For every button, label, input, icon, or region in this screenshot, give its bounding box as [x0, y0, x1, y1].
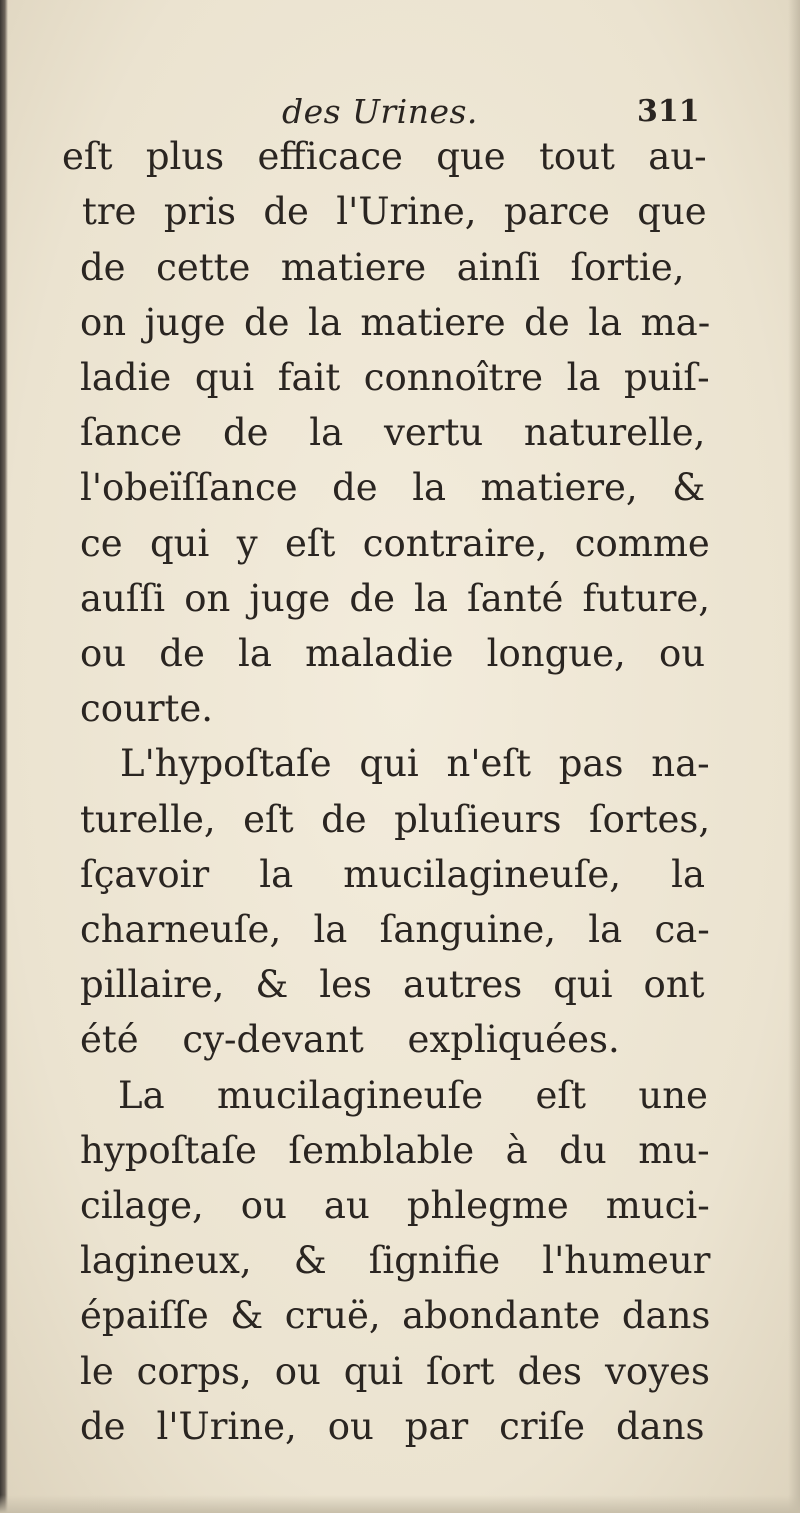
text-line: lagineux, & ſignifie l'humeur: [80, 1239, 711, 1282]
text-line: tre pris de l'Urine, parce que: [82, 190, 707, 233]
text-line: L'hypoſtaſe qui n'eſt pas na-: [120, 742, 710, 785]
text-line: ou de la maladie longue, ou: [80, 632, 706, 675]
text-line: turelle, eſt de pluſieurs ſortes,: [80, 798, 711, 841]
page-edge: [788, 0, 800, 1513]
text-line: ſance de la vertu naturelle,: [80, 411, 706, 454]
text-line: été cy-devant expliquées.: [80, 1018, 620, 1061]
text-line: ladie qui fait connoître la puiſ-: [80, 356, 710, 399]
text-line: eſt plus efficace que tout au-: [62, 135, 707, 178]
text-line: ſçavoir la mucilagineuſe, la: [80, 853, 706, 896]
running-head: des Urines.: [282, 92, 478, 131]
text-line: de cette matiere ainſi ſortie,: [80, 246, 685, 289]
text-line: pillaire, & les autres qui ont: [80, 963, 705, 1006]
text-line: épaiſſe & cruë, abondante dans: [80, 1294, 711, 1337]
text-line: cilage, ou au phlegme muci-: [80, 1184, 710, 1227]
text-line: courte.: [80, 687, 214, 730]
binding-edge: [0, 0, 8, 1513]
text-line: hypoſtaſe ſemblable à du mu-: [80, 1129, 710, 1172]
page-bottom-shadow: [0, 1495, 800, 1513]
page-number: 311: [637, 94, 700, 129]
text-line: La mucilagineuſe eſt une: [118, 1074, 708, 1117]
text-line: ce qui y eſt contraire, comme: [80, 522, 710, 565]
text-line: le corps, ou qui ſort des voyes: [80, 1350, 710, 1393]
text-line: l'obeïſſance de la matiere, &: [80, 466, 706, 509]
text-line: auſſi on juge de la ſanté future,: [80, 577, 711, 620]
text-line: de l'Urine, ou par criſe dans: [80, 1405, 705, 1448]
text-line: on juge de la matiere de la ma-: [80, 301, 711, 344]
text-line: charneuſe, la ſanguine, la ca-: [80, 908, 710, 951]
